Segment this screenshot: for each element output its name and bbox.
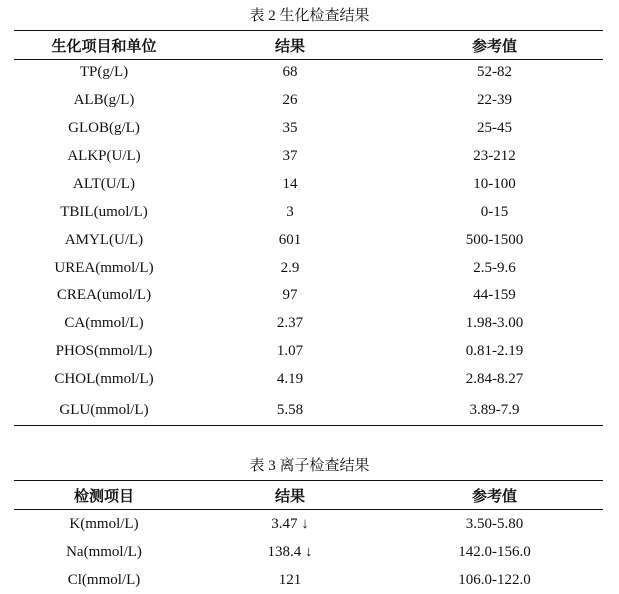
result-cell: 35 (282, 119, 298, 136)
reference-cell: 25-45 (477, 119, 512, 136)
result-cell: 138.4 ↓ (267, 543, 313, 560)
table2-header-reference: 参考值 (471, 38, 517, 55)
item-cell: TBIL(umol/L) (60, 203, 148, 220)
result-cell: 4.19 (276, 370, 304, 387)
reference-cell: 142.0-156.0 (458, 543, 531, 560)
result-cell: 1.07 (276, 342, 304, 359)
item-cell: Cl(mmol/L) (67, 571, 141, 588)
item-cell: Na(mmol/L) (66, 543, 142, 560)
table-row (14, 309, 603, 337)
item-cell: PHOS(mmol/L) (55, 342, 153, 359)
result-cell: 26 (282, 91, 298, 108)
reference-cell: 3.50-5.80 (465, 515, 524, 532)
table-row (14, 281, 603, 309)
reference-cell: 23-212 (473, 147, 516, 164)
item-cell: GLOB(g/L) (68, 119, 140, 136)
item-cell: UREA(mmol/L) (54, 259, 154, 276)
table3-header-result: 结果 (274, 488, 305, 505)
reference-cell: 106.0-122.0 (458, 571, 531, 588)
result-cell: 121 (278, 571, 302, 588)
result-cell: 37 (282, 147, 298, 164)
table3-header-reference: 参考值 (471, 488, 517, 505)
result-cell: 68 (282, 63, 298, 80)
table-row (14, 198, 603, 226)
table-row (14, 538, 603, 566)
result-cell: 97 (282, 286, 298, 303)
table-row (14, 170, 603, 198)
item-cell: CHOL(mmol/L) (54, 370, 154, 387)
table-row (14, 226, 603, 254)
table3-header-row (14, 481, 603, 509)
table3-header-item: 检测项目 (73, 488, 134, 505)
table2-header-result: 结果 (274, 38, 305, 55)
table-row (14, 58, 603, 86)
table-row (14, 114, 603, 142)
result-cell: 14 (282, 175, 298, 192)
item-cell: TP(g/L) (79, 63, 129, 80)
table-row (14, 365, 603, 393)
item-cell: ALKP(U/L) (67, 147, 141, 164)
table-row (14, 142, 603, 170)
table-row (14, 86, 603, 114)
reference-cell: 2.5-9.6 (473, 259, 516, 276)
result-cell: 2.37 (276, 314, 304, 331)
reference-cell: 44-159 (473, 286, 516, 303)
table2-header-item: 生化项目和单位 (51, 38, 157, 55)
reference-cell: 0.81-2.19 (465, 342, 524, 359)
reference-cell: 500-1500 (465, 231, 524, 248)
reference-cell: 22-39 (477, 91, 512, 108)
result-cell: 3.47 ↓ (271, 515, 309, 532)
item-cell: CREA(umol/L) (56, 286, 152, 303)
reference-cell: 2.84-8.27 (465, 370, 524, 387)
table2-header-row (14, 31, 603, 59)
reference-cell: 1.98-3.00 (465, 314, 524, 331)
reference-cell: 52-82 (477, 63, 512, 80)
item-cell: ALT(U/L) (73, 175, 135, 192)
reference-cell: 3.89-7.9 (469, 401, 520, 418)
item-cell: GLU(mmol/L) (59, 401, 149, 418)
result-cell: 5.58 (276, 401, 304, 418)
table2-caption: 表 2 生化检查结果 (249, 8, 370, 24)
reference-cell: 0-15 (480, 203, 509, 220)
table2-bottom-rule (14, 425, 603, 426)
table-row (14, 254, 603, 282)
table-row (14, 566, 603, 594)
item-cell: AMYL(U/L) (64, 231, 144, 248)
item-cell: ALB(g/L) (73, 91, 135, 108)
table-row (14, 337, 603, 365)
result-cell: 3 (286, 203, 294, 220)
item-cell: CA(mmol/L) (64, 314, 144, 331)
table3-caption: 表 3 离子检查结果 (249, 458, 370, 474)
table-row (14, 510, 603, 538)
table-row (14, 396, 603, 424)
result-cell: 601 (278, 231, 302, 248)
item-cell: K(mmol/L) (69, 515, 139, 532)
reference-cell: 10-100 (473, 175, 516, 192)
result-cell: 2.9 (280, 259, 300, 276)
